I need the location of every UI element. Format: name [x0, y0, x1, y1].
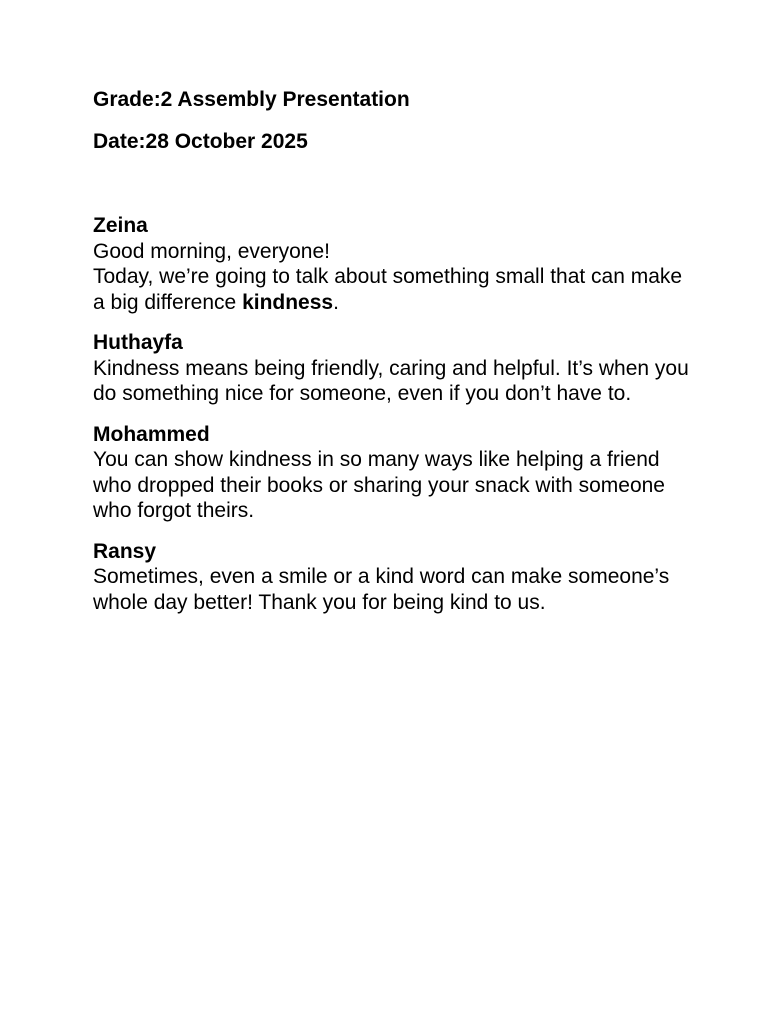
speaker-name: Ransy [93, 539, 157, 563]
speaker-section-zeina [93, 213, 693, 315]
speaker-section-mohammed [93, 422, 693, 524]
document-title: Grade:2 Assembly Presentation [93, 88, 410, 111]
line-ending: . [333, 290, 339, 314]
speaker-section-huthayfa [93, 330, 693, 407]
speaker-name: Zeina [93, 214, 148, 237]
speaker-text: Sometimes, even a smile or a kind word can make someone’s whole day better! Thank you for being kind to us. [93, 565, 670, 614]
document-date: Date:28 October 2025 [93, 130, 308, 153]
emphasized-word: kindness [242, 290, 334, 314]
speaker-text: You can show kindness in so many ways like helping a friend who dropped their books or sharing your snack with someone who forgot theirs. [93, 448, 665, 522]
speaker-name: Huthayfa [93, 331, 183, 354]
speaker-name: Mohammed [93, 422, 210, 446]
document-page [93, 86, 693, 630]
speaker-text: Kindness means being friendly, caring and helpful. It’s when you do something nice for someone, even if you don’t have to. [93, 356, 689, 405]
speaker-line: Good morning, everyone! [93, 239, 330, 263]
speaker-line [93, 264, 693, 315]
speaker-line-text: Today, we’re going to talk about something small that can make a big difference [93, 265, 683, 314]
speaker-section-ransy [93, 539, 693, 616]
